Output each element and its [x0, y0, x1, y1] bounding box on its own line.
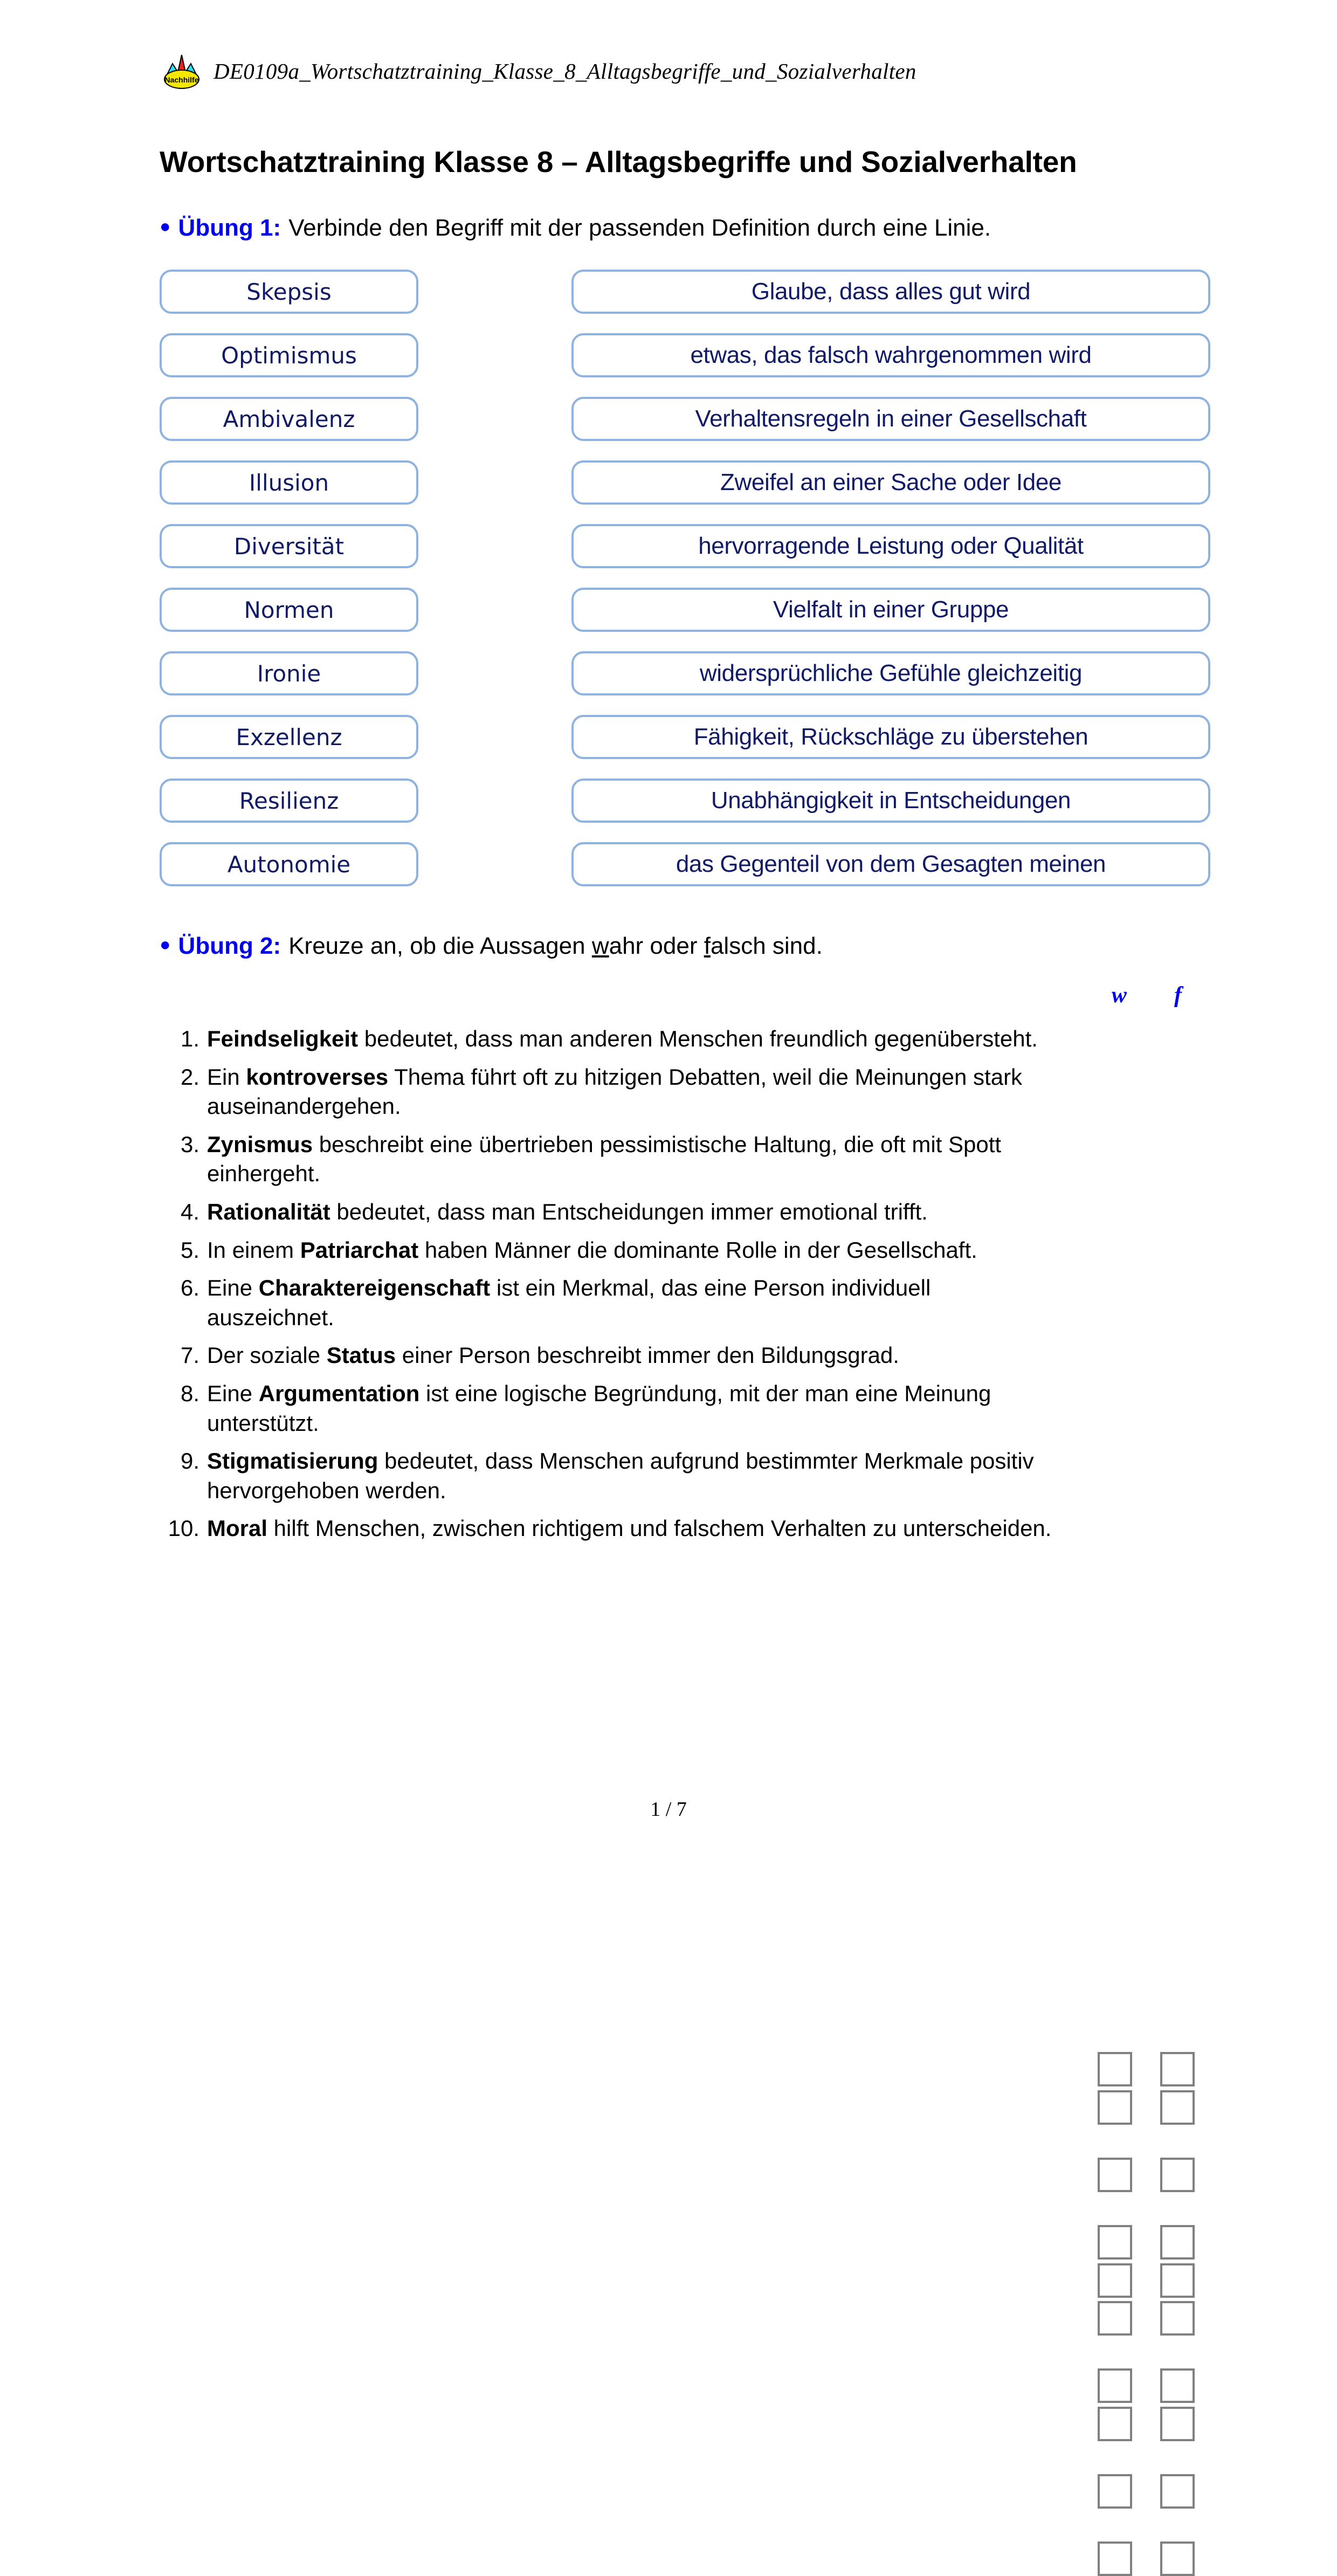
statement-number: 3. — [180, 1131, 199, 1157]
exercise-1-instruction: Verbinde den Begriff mit der passenden Definition durch eine Linie. — [288, 215, 991, 241]
exercise-1-label: Übung 1: — [178, 215, 281, 241]
term-box-label: Autonomie — [227, 851, 351, 878]
checkbox-wahr[interactable] — [1098, 2407, 1132, 2441]
statement-keyword: Stigmatisierung — [207, 1448, 378, 1474]
definition-box-label: das Gegenteil von dem Gesagten meinen — [676, 851, 1106, 877]
logo-text: Nachhilfe — [164, 75, 199, 84]
checkbox-falsch[interactable] — [1160, 2541, 1195, 2576]
checkbox-wahr[interactable] — [1098, 2474, 1132, 2509]
statement-keyword: Patriarchat — [300, 1237, 419, 1263]
checkbox-falsch[interactable] — [1160, 2263, 1195, 2298]
statement-number: 2. — [180, 1064, 199, 1090]
statement-text: In einem Patriarchat haben Männer die dominante Rolle in der Gesellschaft. — [207, 1237, 977, 1263]
definition-box-label: Zweifel an einer Sache oder Idee — [720, 469, 1062, 495]
statement-text: Ein kontroverses Thema führt oft zu hitzigen Debatten, weil die Meinungen stark auseinandergehen. — [207, 1064, 1023, 1119]
definition-box-label: hervorragende Leistung oder Qualität — [698, 533, 1084, 559]
statement-number: 7. — [180, 1342, 199, 1368]
definitions-column — [571, 270, 1210, 906]
term-box-label: Diversität — [233, 533, 344, 560]
term-box[interactable] — [160, 588, 418, 632]
statement-number: 10. — [168, 1516, 199, 1541]
term-box[interactable] — [160, 842, 418, 886]
bullet-icon: ● — [160, 216, 171, 237]
statement-number: 9. — [180, 1448, 199, 1474]
term-box[interactable] — [160, 715, 418, 759]
statement-keyword: Argumentation — [258, 1380, 420, 1406]
term-box-label: Ambivalenz — [223, 405, 355, 432]
checkbox-falsch[interactable] — [1160, 2407, 1195, 2441]
statement-text: Rationalität bedeutet, dass man Entscheidungen immer emotional trifft. — [207, 1199, 928, 1224]
nachhilfe-logo-icon — [162, 52, 202, 91]
checkbox-wahr[interactable] — [1098, 2368, 1132, 2403]
term-box-label: Ironie — [257, 660, 321, 687]
exercise-2-label: Übung 2: — [178, 933, 281, 959]
term-box-label: Skepsis — [246, 278, 332, 305]
statement-keyword: Status — [326, 1342, 396, 1368]
term-box-label: Resilienz — [239, 787, 339, 814]
checkbox-falsch[interactable] — [1160, 2368, 1195, 2403]
term-box[interactable] — [160, 651, 418, 695]
statement-text: Feindseligkeit bedeutet, dass man anderen Menschen freundlich gegenübersteht. — [207, 1026, 1038, 1051]
document-header — [162, 52, 916, 91]
definition-box[interactable] — [571, 715, 1210, 759]
term-box[interactable] — [160, 333, 418, 377]
term-box[interactable] — [160, 397, 418, 441]
definition-box-label: Fähigkeit, Rückschläge zu überstehen — [693, 724, 1088, 750]
page-title: Wortschatztraining Klasse 8 – Alltagsbegriffe und Sozialverhalten — [160, 145, 1077, 178]
definition-box-label: Glaube, dass alles gut wird — [751, 278, 1031, 305]
definition-box[interactable] — [571, 333, 1210, 377]
checkbox-falsch[interactable] — [1160, 2301, 1195, 2336]
statement-text: Der soziale Status einer Person beschreibt immer den Bildungsgrad. — [207, 1342, 899, 1368]
definition-box[interactable] — [571, 524, 1210, 568]
term-box[interactable] — [160, 524, 418, 568]
definition-box-label: Verhaltensregeln in einer Gesellschaft — [695, 405, 1087, 432]
exercise-2-instruction: Kreuze an, ob die Aussagen wahr oder falsch sind. — [288, 933, 823, 959]
checkbox-grid — [0, 1024, 1337, 1725]
header-filename: DE0109a_Wortschatztraining_Klasse_8_Alltagsbegriffe_und_Sozialverhalten — [213, 59, 916, 84]
term-box[interactable] — [160, 460, 418, 505]
checkbox-falsch[interactable] — [1160, 2158, 1195, 2192]
checkbox-falsch[interactable] — [1160, 2052, 1195, 2086]
checkbox-wahr[interactable] — [1098, 2052, 1132, 2086]
checkbox-falsch[interactable] — [1160, 2225, 1195, 2260]
definition-box[interactable] — [571, 779, 1210, 823]
term-box-label: Normen — [244, 596, 334, 623]
column-header-falsch: f — [1174, 983, 1182, 1008]
checkbox-falsch[interactable] — [1160, 2474, 1195, 2509]
statement-text: Zynismus beschreibt eine übertrieben pessimistische Haltung, die oft mit Spott einhergeht. — [207, 1131, 1002, 1187]
statement-text: Stigmatisierung bedeutet, dass Menschen aufgrund bestimmter Merkmale positiv hervorgehoben werden. — [207, 1448, 1034, 1503]
statement-number: 8. — [180, 1380, 199, 1406]
definition-box[interactable] — [571, 842, 1210, 886]
statement-keyword: kontroverses — [246, 1064, 389, 1090]
statement-keyword: Rationalität — [207, 1199, 330, 1224]
statement-keyword: Zynismus — [207, 1131, 313, 1157]
exercise-2-heading — [160, 933, 823, 960]
term-box[interactable] — [160, 270, 418, 314]
statement-keyword: Charaktereigenschaft — [258, 1275, 491, 1301]
term-box[interactable] — [160, 779, 418, 823]
definition-box-label: etwas, das falsch wahrgenommen wird — [690, 342, 1092, 368]
term-box-label: Optimismus — [221, 342, 357, 369]
definition-box[interactable] — [571, 460, 1210, 505]
definition-box[interactable] — [571, 270, 1210, 314]
definition-box[interactable] — [571, 397, 1210, 441]
statement-text: Eine Argumentation ist eine logische Begründung, mit der man eine Meinung unterstützt. — [207, 1380, 991, 1436]
definition-box[interactable] — [571, 588, 1210, 632]
term-box-label: Exzellenz — [236, 724, 342, 750]
term-box-label: Illusion — [249, 469, 329, 496]
definition-box-label: widersprüchliche Gefühle gleichzeitig — [699, 660, 1083, 686]
exercise-1-heading — [160, 215, 991, 242]
checkbox-wahr[interactable] — [1098, 2158, 1132, 2192]
definition-box[interactable] — [571, 651, 1210, 695]
statement-number: 4. — [180, 1199, 199, 1224]
statement-number: 5. — [180, 1237, 199, 1263]
checkbox-wahr[interactable] — [1098, 2301, 1132, 2336]
terms-column — [160, 270, 418, 906]
statement-number: 6. — [180, 1275, 199, 1301]
statement-keyword: Feindseligkeit — [207, 1026, 359, 1051]
definition-box-label: Vielfalt in einer Gruppe — [773, 596, 1009, 623]
checkbox-wahr[interactable] — [1098, 2541, 1132, 2576]
checkbox-wahr[interactable] — [1098, 2225, 1132, 2260]
page-footer: 1 / 7 — [650, 1798, 687, 1821]
checkbox-wahr[interactable] — [1098, 2090, 1132, 2125]
checkbox-falsch[interactable] — [1160, 2090, 1195, 2125]
statement-text: Moral hilft Menschen, zwischen richtigem und falschem Verhalten zu unterscheiden. — [207, 1516, 1052, 1541]
definition-box-label: Unabhängigkeit in Entscheidungen — [711, 787, 1071, 814]
checkbox-wahr[interactable] — [1098, 2263, 1132, 2298]
column-header-wahr: w — [1112, 983, 1127, 1008]
statement-text: Eine Charaktereigenschaft ist ein Merkmal, das eine Person individuell auszeichnet. — [207, 1275, 931, 1330]
statement-keyword: Moral — [207, 1516, 268, 1541]
bullet-icon: ● — [160, 934, 171, 955]
statement-number: 1. — [180, 1026, 199, 1051]
